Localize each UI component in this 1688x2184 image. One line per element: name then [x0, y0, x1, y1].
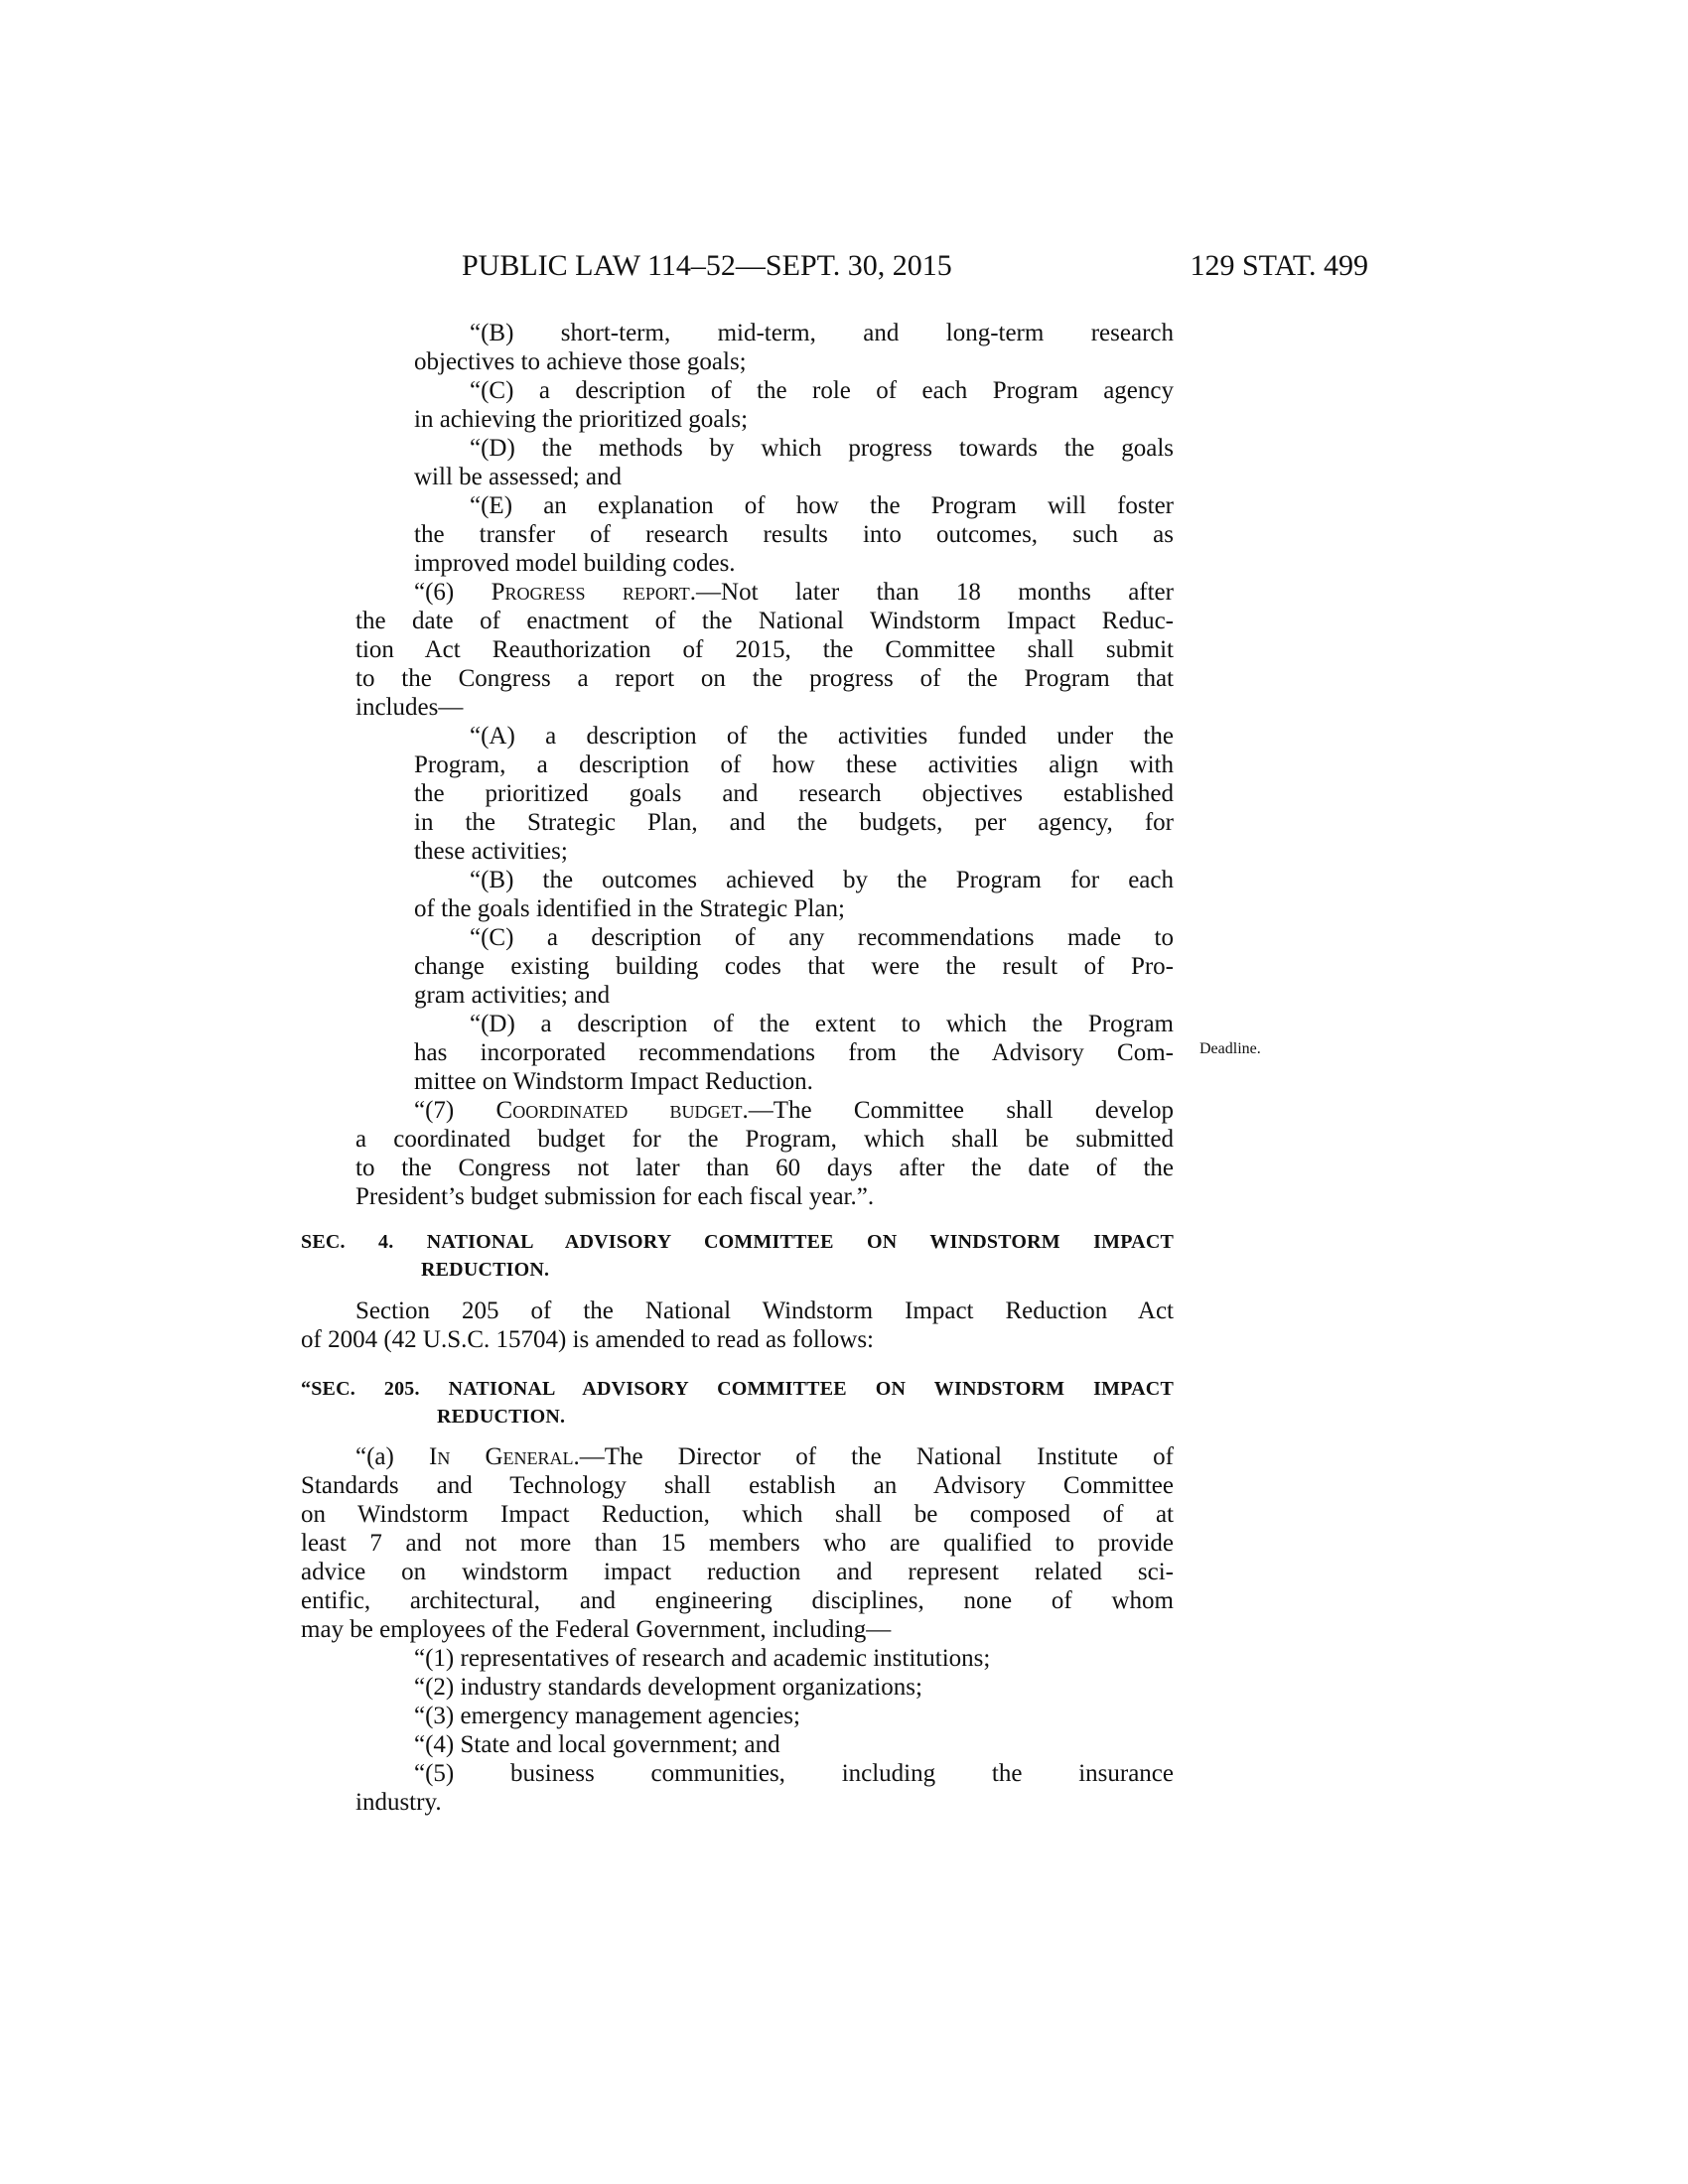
text-segment: .—The Director of the National Institute of: [573, 1443, 1174, 1470]
margin-note: Deadline.: [1199, 1040, 1261, 1057]
text-line: “(D) a description of the extent to which the Program: [470, 1011, 1174, 1037]
text-line: improved model building codes.: [414, 550, 736, 577]
text-line: a coordinated budget for the Program, which shall be submitted: [355, 1126, 1174, 1153]
text-line: the transfer of research results into outcomes, such as: [414, 521, 1174, 548]
text-line: entific, architectural, and engineering disciplines, none of whom: [301, 1587, 1174, 1614]
text-segment: “(a): [355, 1443, 429, 1470]
text-line: these activities;: [414, 838, 568, 865]
text-line: “(3) emergency management agencies;: [414, 1703, 800, 1729]
text-line: “SEC. 205. NATIONAL ADVISORY COMMITTEE ON WINDSTORM IMPACT: [301, 1378, 1174, 1400]
text-line: “(E) an explanation of how the Program will foster: [470, 492, 1174, 519]
paragraph-heading: In General: [429, 1443, 574, 1470]
text-line: least 7 and not more than 15 members who are qualified to provide: [301, 1530, 1174, 1557]
text-line: “(B) the outcomes achieved by the Program for each: [470, 867, 1174, 893]
text-line: “(4) State and local government; and: [414, 1731, 780, 1758]
text-line: “(5) business communities, including the insurance: [414, 1760, 1174, 1787]
text-line: mittee on Windstorm Impact Reduction.: [414, 1068, 813, 1095]
text-line: of the goals identified in the Strategic Plan;: [414, 895, 845, 922]
text-segment: “(6): [414, 579, 492, 606]
text-line: to the Congress not later than 60 days after the date of the: [355, 1155, 1174, 1181]
text-line: includes—: [355, 694, 464, 721]
text-line: [414, 578, 1174, 607]
text-line: REDUCTION.: [421, 1259, 550, 1281]
text-line: may be employees of the Federal Government, including—: [301, 1616, 892, 1643]
text-line: Section 205 of the National Windstorm Impact Reduction Act: [355, 1297, 1174, 1324]
text-line: in achieving the prioritized goals;: [414, 406, 749, 433]
text-line: the prioritized goals and research objectives established: [414, 780, 1174, 807]
text-segment: “(7): [414, 1097, 496, 1124]
running-header-page: 129 STAT. 499: [1190, 249, 1368, 282]
text-segment: .—Not later than 18 months after: [689, 579, 1174, 606]
text-line: [414, 1096, 1174, 1125]
paragraph-heading: Progress report: [491, 579, 690, 606]
text-line: gram activities; and: [414, 982, 611, 1009]
text-line: change existing building codes that were the result of Pro-: [414, 953, 1174, 980]
text-line: “(2) industry standards development organizations;: [414, 1674, 922, 1701]
text-segment: .—The Committee shall develop: [742, 1097, 1174, 1124]
text-line: “(D) the methods by which progress towards the goals: [470, 435, 1174, 462]
text-line: advice on windstorm impact reduction and represent related sci-: [301, 1559, 1174, 1585]
text-line: on Windstorm Impact Reduction, which shall be composed of at: [301, 1501, 1174, 1528]
text-line: “(A) a description of the activities funded under the: [470, 723, 1174, 750]
text-line: “(1) representatives of research and academic institutions;: [414, 1645, 991, 1672]
text-line: Standards and Technology shall establish an Advisory Committee: [301, 1472, 1174, 1499]
text-line: Program, a description of how these activities align with: [414, 751, 1174, 778]
text-line: tion Act Reauthorization of 2015, the Committee shall submit: [355, 636, 1174, 663]
text-line: will be assessed; and: [414, 464, 622, 490]
text-line: “(B) short-term, mid-term, and long-term research: [470, 320, 1174, 346]
running-header-title: PUBLIC LAW 114–52—SEPT. 30, 2015: [462, 249, 952, 282]
text-line: [355, 1442, 1174, 1471]
text-line: in the Strategic Plan, and the budgets, per agency, for: [414, 809, 1174, 836]
paragraph-heading: Coordinated budget: [495, 1097, 743, 1124]
text-line: of 2004 (42 U.S.C. 15704) is amended to read as follows:: [301, 1326, 875, 1353]
text-line: “(C) a description of the role of each Program agency: [470, 377, 1174, 404]
text-line: President’s budget submission for each fiscal year.”.: [355, 1183, 875, 1210]
text-line: objectives to achieve those goals;: [414, 348, 747, 375]
text-line: “(C) a description of any recommendations made to: [470, 924, 1174, 951]
text-line: the date of enactment of the National Windstorm Impact Reduc-: [355, 608, 1174, 634]
text-line: REDUCTION.: [437, 1406, 566, 1428]
text-line: has incorporated recommendations from the Advisory Com-: [414, 1039, 1174, 1066]
text-line: SEC. 4. NATIONAL ADVISORY COMMITTEE ON WINDSTORM IMPACT: [301, 1231, 1174, 1253]
text-line: industry.: [355, 1789, 442, 1816]
text-line: to the Congress a report on the progress of the Program that: [355, 665, 1174, 692]
